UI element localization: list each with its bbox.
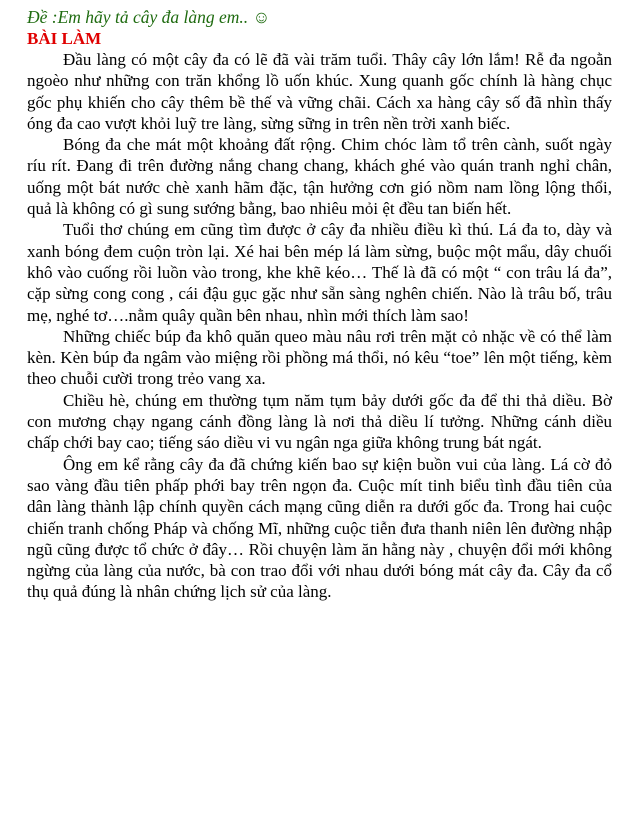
smiley-icon: ☺	[252, 7, 271, 27]
essay-prompt-text: Đề :Em hãy tả cây đa làng em..	[27, 7, 249, 27]
document-page	[27, 6, 612, 603]
paragraph-4: Những chiếc búp đa khô quăn queo màu nâu rơi trên mặt cỏ nhặc về có thể làm kèn. Kèn búp đa ngâm vào miệng rồi phồng má thổi, nó kêu “toe” lên một tiếng, kèm theo chuỗi cười trong trẻo vang xa.	[27, 326, 612, 389]
essay-heading: BÀI LÀM	[27, 29, 102, 48]
paragraph-3: Tuổi thơ chúng em cũng tìm được ở cây đa nhiều điều kì thú. Lá đa to, dày và xanh bóng đem cuộn tròn lại. Xé hai bên mép lá làm sừng, buộc một mẩu, dây chuối khô vào cuống rồi luồn vào trong, khe khẽ kéo… Thế là đã có một “ con trâu lá đa”, cặp sừng cong cong , cái đậu gục gặc như sẵn sàng nghên chiến. Nào là trâu bố, trâu mẹ, nghé tơ….nằm quây quần bên nhau, nhìn mới thích làm sao!	[27, 220, 612, 325]
paragraph-6: Ông em kể rằng cây đa đã chứng kiến bao sự kiện buồn vui của làng. Lá cờ đỏ sao vàng đầu tiên phấp phới bay trên ngọn đa. Cuộc mít tinh biểu tình đầu tiên của dân làng thành lập chính quyền cách mạng cũng diễn ra dưới gốc đa. Trong hai cuộc chiến tranh chống Pháp và chống Mĩ, những cuộc tiễn đưa thanh niên lên đường nhập ngũ cũng được tổ chức ở đây… Rồi chuyện làm ăn hằng này , chuyện đổi mới không ngừng của làng của nước, bà con trao đổi với nhau dưới bóng mát cây đa. Cây đa cổ thụ quả đúng là nhân chứng lịch sử của làng.	[27, 454, 612, 602]
paragraph-1: Đầu làng có một cây đa có lẽ đã vài trăm tuổi. Thây cây lớn lắm! Rễ đa ngoằn ngoèo như những con trăn khổng lồ uốn khúc. Xung quanh gốc chính là hàng chục gốc phụ khiến cho cây thêm bề thế và vững chãi. Cách xa hàng cây số đã nhìn thấy óng đa cao vượt khỏi luỹ tre làng, sừng sững in trên nền trời xanh biếc.	[27, 50, 612, 133]
essay-prompt	[27, 6, 612, 28]
paragraph-2: Bóng đa che mát một khoảng đất rộng. Chim chóc làm tổ trên cành, suốt ngày ríu rít. Đang đi trên đường nắng chang chang, khách ghé vào quán tranh nghỉ chân, uống một bát nước chè xanh hãm đặc, tận hưởng cơn gió nồm nam lồng lộng thổi, quả là không có gì sung sướng bằng, bao nhiêu mỏi ệt đều tan biến hết.	[27, 135, 612, 219]
paragraph-5: Chiều hè, chúng em thường tụm năm tụm bảy dưới gốc đa để thi thả diều. Bờ con mương chạy ngang cánh đồng làng là nơi thả diều lí tưởng. Những cánh diều chấp chới bay cao; tiếng sáo diều vi vu ngân nga giữa không trung bát ngát.	[27, 390, 612, 453]
